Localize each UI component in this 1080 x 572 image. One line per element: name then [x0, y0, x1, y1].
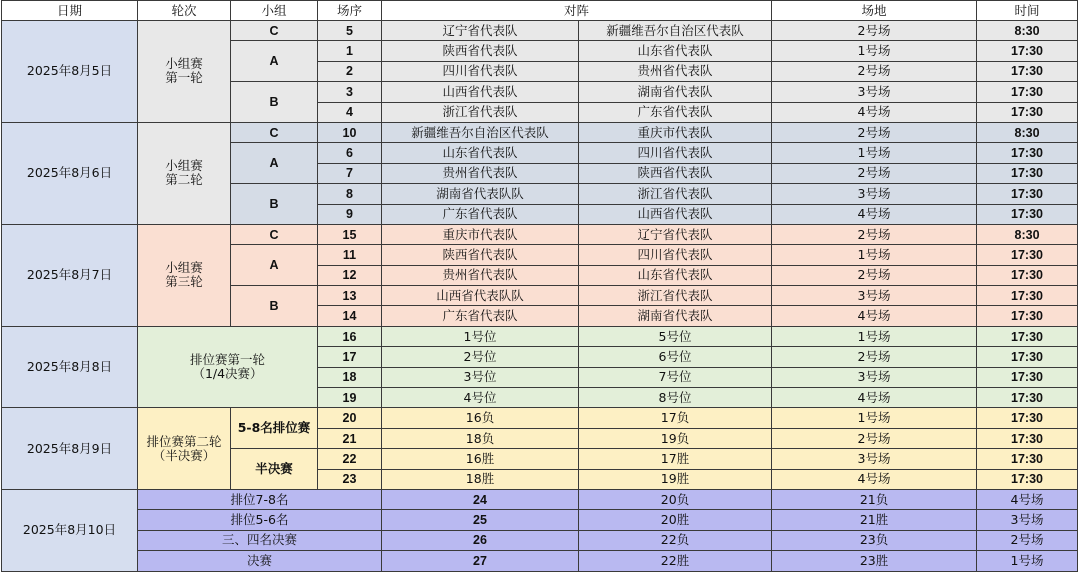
table-row — [2, 510, 1078, 530]
match-no: 21 — [318, 428, 382, 448]
time: 8:30 — [977, 224, 1078, 244]
match-no: 25 — [382, 510, 579, 530]
match-no: 10 — [318, 122, 382, 142]
venue: 1号场 — [977, 551, 1078, 571]
team-1: 陕西省代表队 — [382, 41, 579, 61]
team-1: 辽宁省代表队 — [382, 21, 579, 41]
header-venue: 场地 — [772, 1, 977, 21]
venue: 2号场 — [772, 61, 977, 81]
round-label-line: （半决赛） — [152, 447, 216, 463]
header-matchup: 对阵 — [382, 1, 772, 21]
header-group: 小组 — [231, 1, 318, 21]
team-2: 6号位 — [579, 347, 772, 367]
team-2: 浙江省代表队 — [579, 184, 772, 204]
match-no: 4 — [318, 102, 382, 122]
team-1: 贵州省代表队 — [382, 265, 579, 285]
round-label-line: （1/4决赛） — [192, 366, 263, 382]
time: 17:30 — [977, 102, 1078, 122]
time: 17:30 — [977, 41, 1078, 61]
time: 17:30 — [977, 347, 1078, 367]
team-1: 广东省代表队 — [382, 204, 579, 224]
team-1: 山西省代表队 — [382, 82, 579, 102]
venue: 2号场 — [977, 530, 1078, 550]
team-1: 3号位 — [382, 367, 579, 387]
team-2: 新疆维吾尔自治区代表队 — [579, 21, 772, 41]
round-cell — [138, 326, 318, 408]
venue: 4号场 — [772, 204, 977, 224]
final-round-label: 排位7-8名 — [138, 489, 382, 509]
team-1: 16负 — [382, 408, 579, 428]
team-2: 陕西省代表队 — [579, 163, 772, 183]
team-2: 四川省代表队 — [579, 245, 772, 265]
venue: 1号场 — [772, 143, 977, 163]
match-no: 16 — [318, 326, 382, 346]
time: 17:30 — [977, 286, 1078, 306]
time: 17:30 — [977, 469, 1078, 489]
table-row — [2, 551, 1078, 571]
team-1: 重庆市代表队 — [382, 224, 579, 244]
round-label-line: 排位赛第一轮 — [189, 352, 265, 368]
time: 17:30 — [977, 61, 1078, 81]
time: 17:30 — [977, 204, 1078, 224]
time: 17:30 — [977, 184, 1078, 204]
team-2: 山东省代表队 — [579, 265, 772, 285]
team-2: 21负 — [772, 489, 977, 509]
group-cell: C — [231, 21, 318, 41]
time: 17:30 — [977, 82, 1078, 102]
team-1: 20胜 — [579, 510, 772, 530]
venue: 4号场 — [772, 102, 977, 122]
match-no: 17 — [318, 347, 382, 367]
team-1: 新疆维吾尔自治区代表队 — [382, 122, 579, 142]
date-cell: 2025年8月6日 — [2, 122, 138, 224]
match-no: 22 — [318, 449, 382, 469]
team-1: 贵州省代表队 — [382, 163, 579, 183]
team-1: 四川省代表队 — [382, 61, 579, 81]
match-no: 2 — [318, 61, 382, 81]
team-1: 1号位 — [382, 326, 579, 346]
team-1: 浙江省代表队 — [382, 102, 579, 122]
team-1: 16胜 — [382, 449, 579, 469]
team-2: 7号位 — [579, 367, 772, 387]
time: 17:30 — [977, 428, 1078, 448]
date-cell: 2025年8月7日 — [2, 224, 138, 326]
header-match-no: 场序 — [318, 1, 382, 21]
time: 17:30 — [977, 449, 1078, 469]
team-2: 17胜 — [579, 449, 772, 469]
time: 8:30 — [977, 21, 1078, 41]
round-cell — [138, 224, 231, 326]
time: 17:30 — [977, 367, 1078, 387]
round-label-line: 小组赛 — [165, 158, 203, 174]
team-2: 21胜 — [772, 510, 977, 530]
time: 8:30 — [977, 122, 1078, 142]
team-1: 18负 — [382, 428, 579, 448]
match-no: 27 — [382, 551, 579, 571]
group-cell: A — [231, 245, 318, 286]
round-label-line: 小组赛 — [165, 260, 203, 276]
group-cell: B — [231, 286, 318, 327]
round-label-line: 小组赛 — [165, 56, 203, 72]
match-no: 24 — [382, 489, 579, 509]
match-no: 15 — [318, 224, 382, 244]
round-cell — [138, 122, 231, 224]
team-1: 22胜 — [579, 551, 772, 571]
venue: 2号场 — [772, 265, 977, 285]
table-row — [2, 326, 1078, 346]
final-round-label: 排位5-6名 — [138, 510, 382, 530]
team-2: 广东省代表队 — [579, 102, 772, 122]
match-no: 8 — [318, 184, 382, 204]
team-2: 5号位 — [579, 326, 772, 346]
team-2: 23胜 — [772, 551, 977, 571]
team-2: 湖南省代表队 — [579, 306, 772, 326]
header-round: 轮次 — [138, 1, 231, 21]
team-1: 广东省代表队 — [382, 306, 579, 326]
group-cell: 半决赛 — [231, 449, 318, 490]
venue: 4号场 — [772, 306, 977, 326]
venue: 2号场 — [772, 347, 977, 367]
team-1: 陕西省代表队 — [382, 245, 579, 265]
team-2: 贵州省代表队 — [579, 61, 772, 81]
team-1: 山西省代表队队 — [382, 286, 579, 306]
round-label-line: 第三轮 — [165, 274, 203, 290]
venue: 3号场 — [772, 286, 977, 306]
match-no: 14 — [318, 306, 382, 326]
venue: 1号场 — [772, 245, 977, 265]
table-row — [2, 530, 1078, 550]
group-cell: A — [231, 41, 318, 82]
team-2: 山西省代表队 — [579, 204, 772, 224]
table-row — [2, 21, 1078, 41]
venue: 2号场 — [772, 428, 977, 448]
schedule-body — [2, 21, 1078, 572]
team-2: 辽宁省代表队 — [579, 224, 772, 244]
table-row — [2, 224, 1078, 244]
match-no: 11 — [318, 245, 382, 265]
venue: 3号场 — [772, 82, 977, 102]
venue: 2号场 — [772, 21, 977, 41]
match-no: 12 — [318, 265, 382, 285]
venue: 4号场 — [772, 469, 977, 489]
team-2: 17负 — [579, 408, 772, 428]
venue: 4号场 — [977, 489, 1078, 509]
team-1: 2号位 — [382, 347, 579, 367]
time: 17:30 — [977, 163, 1078, 183]
team-2: 浙江省代表队 — [579, 286, 772, 306]
date-cell: 2025年8月10日 — [2, 489, 138, 571]
group-cell: A — [231, 143, 318, 184]
match-no: 18 — [318, 367, 382, 387]
match-no: 3 — [318, 82, 382, 102]
venue: 3号场 — [772, 184, 977, 204]
team-2: 8号位 — [579, 388, 772, 408]
venue: 2号场 — [772, 122, 977, 142]
time: 17:30 — [977, 265, 1078, 285]
match-no: 5 — [318, 21, 382, 41]
header-row — [2, 1, 1078, 21]
venue: 2号场 — [772, 163, 977, 183]
venue: 4号场 — [772, 388, 977, 408]
team-2: 重庆市代表队 — [579, 122, 772, 142]
match-no: 19 — [318, 388, 382, 408]
date-cell: 2025年8月9日 — [2, 408, 138, 490]
match-no: 1 — [318, 41, 382, 61]
table-row — [2, 408, 1078, 428]
round-label-line: 第二轮 — [165, 172, 203, 188]
date-cell: 2025年8月5日 — [2, 21, 138, 123]
venue: 3号场 — [977, 510, 1078, 530]
team-2: 湖南省代表队 — [579, 82, 772, 102]
group-cell: B — [231, 184, 318, 225]
team-2: 19负 — [579, 428, 772, 448]
match-no: 26 — [382, 530, 579, 550]
match-no: 7 — [318, 163, 382, 183]
date-cell: 2025年8月8日 — [2, 326, 138, 408]
team-2: 19胜 — [579, 469, 772, 489]
group-cell: C — [231, 122, 318, 142]
venue: 1号场 — [772, 326, 977, 346]
team-2: 山东省代表队 — [579, 41, 772, 61]
match-no: 20 — [318, 408, 382, 428]
round-cell — [138, 21, 231, 123]
header-date: 日期 — [2, 1, 138, 21]
table-row — [2, 122, 1078, 142]
round-label-line: 排位赛第二轮 — [146, 433, 222, 449]
team-1: 湖南省代表队队 — [382, 184, 579, 204]
schedule-table — [1, 0, 1078, 572]
team-1: 4号位 — [382, 388, 579, 408]
time: 17:30 — [977, 326, 1078, 346]
header-time: 时间 — [977, 1, 1078, 21]
match-no: 9 — [318, 204, 382, 224]
team-2: 23负 — [772, 530, 977, 550]
group-cell: C — [231, 224, 318, 244]
final-round-label: 三、四名决赛 — [138, 530, 382, 550]
match-no: 23 — [318, 469, 382, 489]
team-1: 22负 — [579, 530, 772, 550]
venue: 3号场 — [772, 449, 977, 469]
round-label-line: 第一轮 — [165, 70, 203, 86]
group-cell: B — [231, 82, 318, 123]
match-no: 13 — [318, 286, 382, 306]
venue: 1号场 — [772, 408, 977, 428]
round-cell — [138, 408, 231, 490]
venue: 2号场 — [772, 224, 977, 244]
time: 17:30 — [977, 408, 1078, 428]
final-round-label: 决赛 — [138, 551, 382, 571]
team-1: 20负 — [579, 489, 772, 509]
team-1: 山东省代表队 — [382, 143, 579, 163]
time: 17:30 — [977, 306, 1078, 326]
team-2: 四川省代表队 — [579, 143, 772, 163]
table-row — [2, 489, 1078, 509]
match-no: 6 — [318, 143, 382, 163]
time: 17:30 — [977, 143, 1078, 163]
venue: 3号场 — [772, 367, 977, 387]
group-cell: 5-8名排位赛 — [231, 408, 318, 449]
venue: 1号场 — [772, 41, 977, 61]
time: 17:30 — [977, 245, 1078, 265]
team-1: 18胜 — [382, 469, 579, 489]
time: 17:30 — [977, 388, 1078, 408]
